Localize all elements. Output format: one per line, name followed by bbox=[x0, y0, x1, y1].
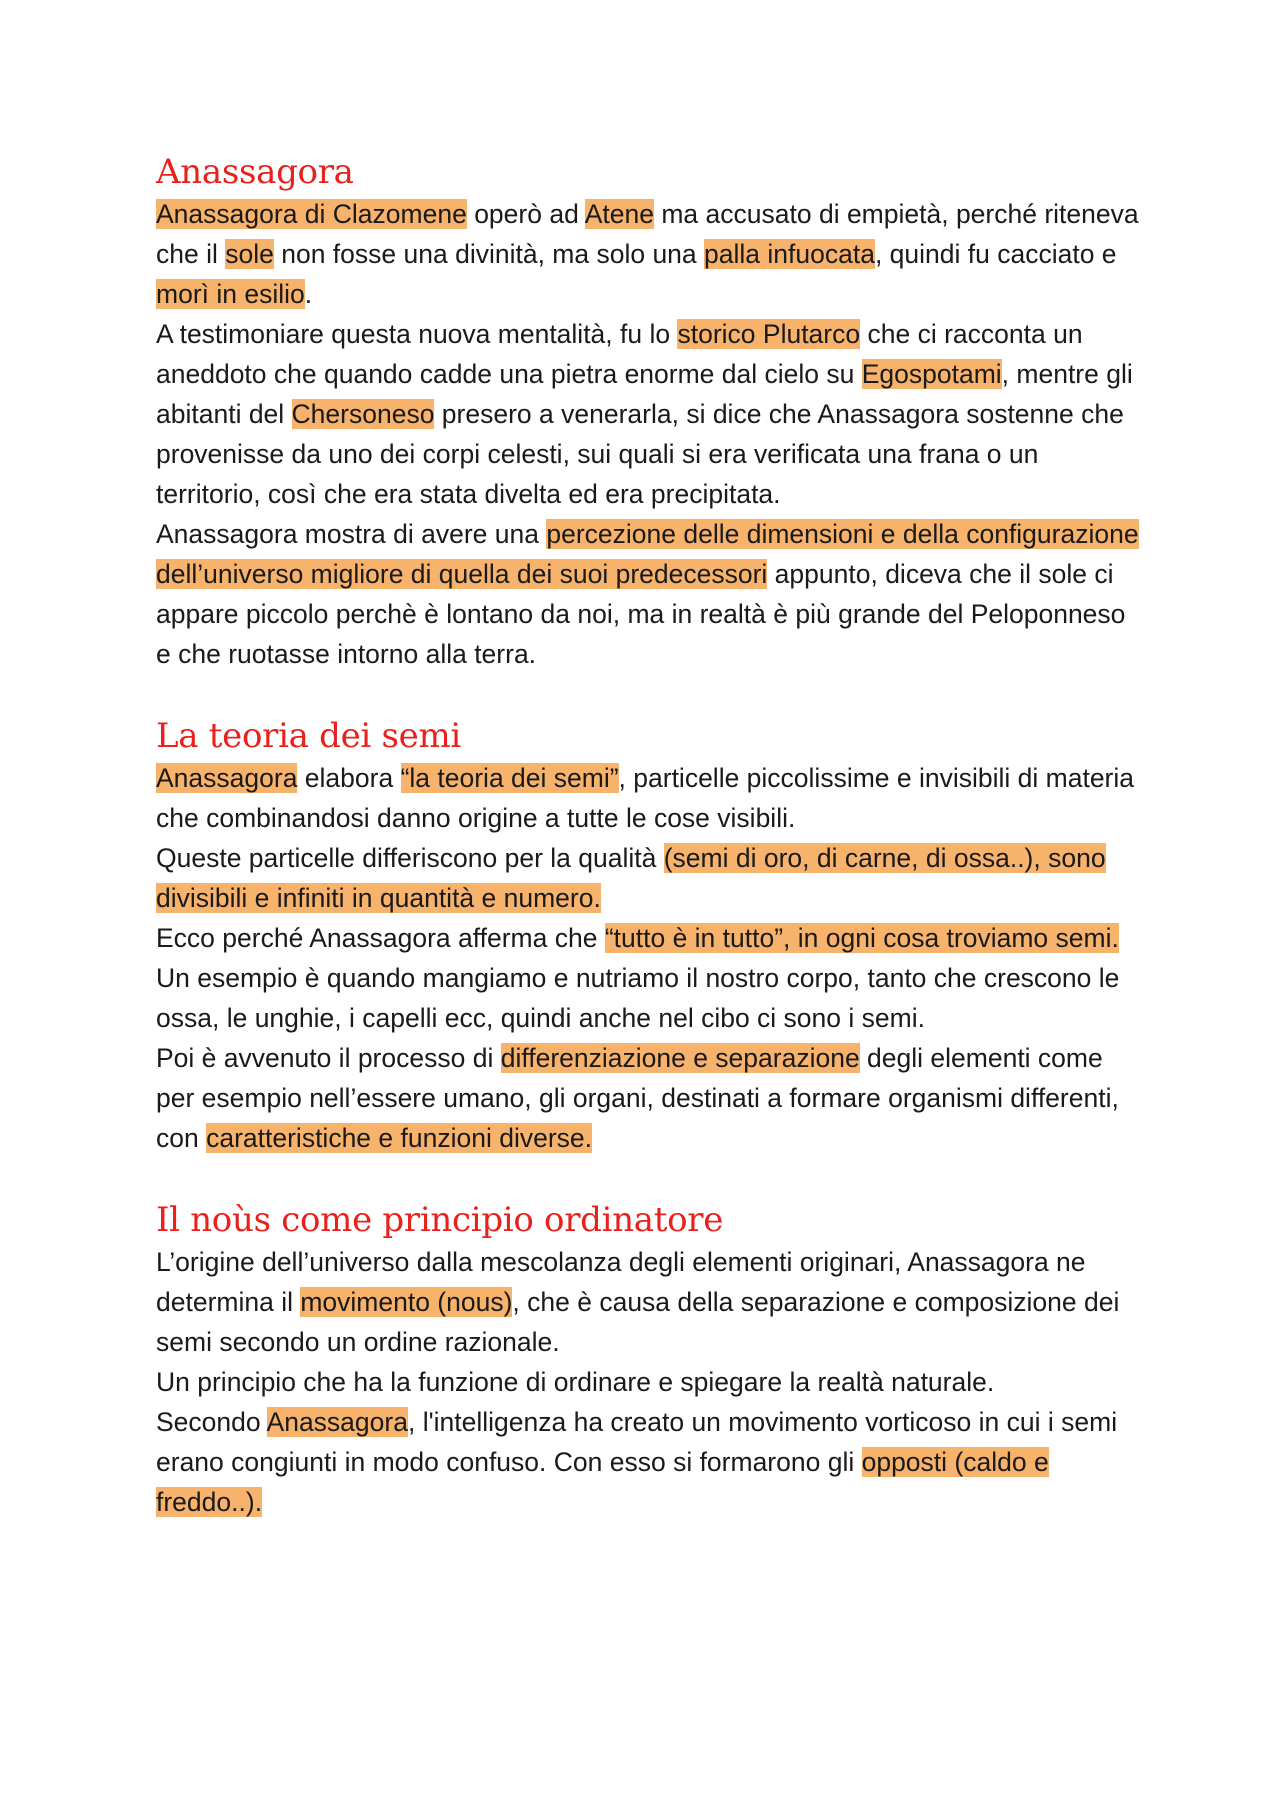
text-run: , mentre gli abitanti del bbox=[156, 359, 1133, 429]
text-run: non fosse una divinità, ma solo una bbox=[273, 239, 705, 269]
text-run: L’origine dell’universo dalla mescolanza degli elementi originari, Anassagora ne determina il bbox=[156, 1247, 1086, 1317]
text-run: Un esempio è quando mangiamo e nutriamo il nostro corpo, tanto che crescono le ossa, le unghie, i capelli ecc, quindi anche nel cibo ci sono i semi. bbox=[156, 963, 1120, 1033]
highlighted-text: “tutto è in tutto”, in ogni cosa troviamo semi. bbox=[604, 923, 1119, 953]
text-run: , quindi fu cacciato e bbox=[874, 239, 1117, 269]
document-page bbox=[156, 150, 1146, 1522]
text-run: . bbox=[304, 279, 313, 309]
highlighted-text: Atene bbox=[584, 199, 654, 229]
highlighted-text: Chersoneso bbox=[291, 399, 435, 429]
paragraph bbox=[156, 958, 1146, 1038]
highlighted-text: sole bbox=[225, 239, 274, 269]
text-run: operò ad bbox=[466, 199, 585, 229]
text-run: che ci racconta un aneddoto che quando cadde una pietra enorme dal cielo su bbox=[156, 319, 1083, 389]
highlighted-text: Egospotami bbox=[861, 359, 1002, 389]
text-run: Secondo bbox=[156, 1407, 267, 1437]
section-title: Anassagora bbox=[156, 152, 354, 192]
highlighted-text: percezione delle dimensioni e della configurazione dell’universo migliore di quella dei suoi predecessori bbox=[156, 519, 1139, 589]
highlighted-text: (semi di oro, di carne, di ossa..), sono divisibili e infiniti in quantità e numero. bbox=[156, 843, 1106, 913]
text-run: Poi è avvenuto il processo di bbox=[156, 1043, 501, 1073]
text-run: appunto, diceva che il sole ci appare piccolo perchè è lontano da noi, ma in realtà è più grande del Peloponneso e che ruotasse intorno alla terra. bbox=[156, 559, 1126, 669]
section-anassagora bbox=[156, 150, 1146, 674]
text-run: A testimoniare questa nuova mentalità, fu lo bbox=[156, 319, 678, 349]
highlighted-text: caratteristiche e funzioni diverse. bbox=[206, 1123, 592, 1153]
paragraph bbox=[156, 1362, 1146, 1402]
text-run: Ecco perché Anassagora afferma che bbox=[156, 923, 605, 953]
text-run: elabora bbox=[297, 763, 401, 793]
text-run: Anassagora mostra di avere una bbox=[156, 519, 547, 549]
text-run: Queste particelle differiscono per la qualità bbox=[156, 843, 664, 873]
text-run: ma accusato di empietà, perché riteneva che il bbox=[156, 199, 1139, 269]
highlighted-text: movimento (nous) bbox=[300, 1287, 513, 1317]
paragraph bbox=[156, 918, 1146, 958]
highlighted-text: Anassagora bbox=[156, 763, 298, 793]
highlighted-text: palla infuocata bbox=[704, 239, 875, 269]
highlighted-text: morì in esilio bbox=[156, 279, 305, 309]
paragraph bbox=[156, 758, 1146, 838]
text-run: Un principio che ha la funzione di ordinare e spiegare la realtà naturale. bbox=[156, 1367, 995, 1397]
text-run: , che è causa della separazione e composizione dei semi secondo un ordine razionale. bbox=[156, 1287, 1120, 1357]
paragraph bbox=[156, 1402, 1146, 1522]
paragraph bbox=[156, 314, 1146, 514]
text-run: , particelle piccolissime e invisibili di materia che combinandosi danno origine a tutte le cose visibili. bbox=[156, 763, 1135, 833]
paragraph bbox=[156, 514, 1146, 674]
highlighted-text: storico Plutarco bbox=[677, 319, 861, 349]
section-title: Il noùs come principio ordinatore bbox=[156, 1200, 724, 1240]
highlighted-text: opposti (caldo e freddo..). bbox=[156, 1447, 1049, 1517]
highlighted-text: “la teoria dei semi” bbox=[400, 763, 619, 793]
highlighted-text: differenziazione e separazione bbox=[500, 1043, 860, 1073]
paragraph bbox=[156, 838, 1146, 918]
highlighted-text: Anassagora di Clazomene bbox=[156, 199, 467, 229]
paragraph bbox=[156, 1242, 1146, 1362]
paragraph bbox=[156, 1038, 1146, 1158]
text-run: presero a venerarla, si dice che Anassagora sostenne che provenisse da uno dei corpi celesti, sui quali si era verificata una frana o un territorio, così che era stata divelta ed era precipitata. bbox=[156, 399, 1124, 509]
paragraph bbox=[156, 194, 1146, 314]
text-run: degli elementi come per esempio nell’essere umano, gli organi, destinati a formare organismi differenti, con bbox=[156, 1043, 1119, 1153]
section-title: La teoria dei semi bbox=[156, 716, 461, 756]
text-run: , l'intelligenza ha creato un movimento vorticoso in cui i semi erano congiunti in modo confuso. Con esso si formarono gli bbox=[156, 1407, 1118, 1477]
highlighted-text: Anassagora bbox=[266, 1407, 408, 1437]
section-nous bbox=[156, 1198, 1146, 1522]
section-teoria-dei-semi bbox=[156, 714, 1146, 1158]
